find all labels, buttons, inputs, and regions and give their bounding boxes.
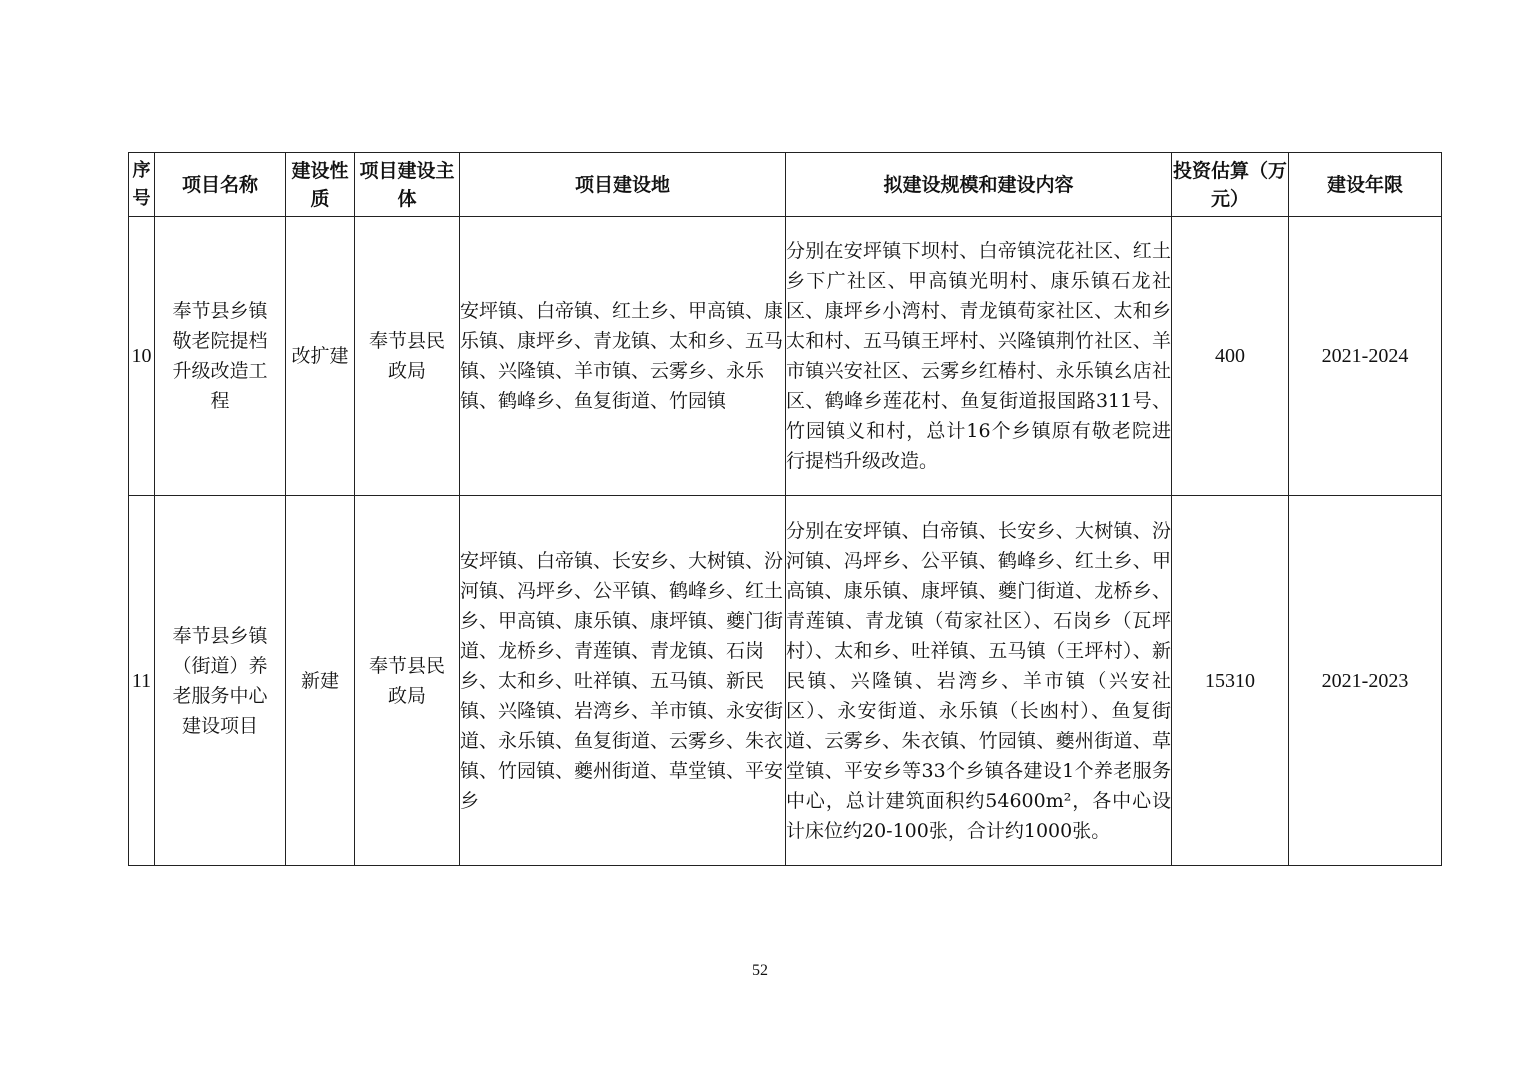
header-name: 项目名称	[155, 153, 286, 217]
row-content: 分别在安坪镇、白帝镇、长安乡、大树镇、汾河镇、冯坪乡、公平镇、鹤峰乡、红土乡、甲高镇、康乐镇、康坪镇、夔门街道、龙桥乡、青莲镇、青龙镇（荀家社区）、石岗乡（瓦坪村）、太和乡、吐祥镇、五马镇（王坪村）、新民镇、兴隆镇、岩湾乡、羊市镇（兴安社区）、永安街道、永乐镇（长凼村）、鱼复街道、云雾乡、朱衣镇、竹园镇、夔州街道、草堂镇、平安乡等33个乡镇各建设1个养老服务中心，总计建筑面积约54600m²，各中心设计床位约20-100张，合计约1000张。	[786, 496, 1172, 866]
project-table	[128, 152, 1442, 866]
row-nature: 改扩建	[286, 217, 355, 496]
row-name: 奉节县乡镇（街道）养老服务中心建设项目	[155, 496, 286, 866]
page-number: 52	[752, 962, 768, 979]
row-seq: 10	[129, 217, 155, 496]
row-investment: 400	[1172, 217, 1289, 496]
row-location: 安坪镇、白帝镇、长安乡、大树镇、汾河镇、冯坪乡、公平镇、鹤峰乡、红土乡、甲高镇、康乐镇、康坪镇、夔门街道、龙桥乡、青莲镇、青龙镇、石岗乡、太和乡、吐祥镇、五马镇、新民镇、兴隆镇、岩湾乡、羊市镇、永安街道、永乐镇、鱼复街道、云雾乡、朱衣镇、竹园镇、夔州街道、草堂镇、平安乡	[460, 496, 786, 866]
row-investment: 15310	[1172, 496, 1289, 866]
row-location: 安坪镇、白帝镇、红土乡、甲高镇、康乐镇、康坪乡、青龙镇、太和乡、五马镇、兴隆镇、羊市镇、云雾乡、永乐镇、鹤峰乡、鱼复街道、竹园镇	[460, 217, 786, 496]
row-name: 奉节县乡镇敬老院提档升级改造工程	[155, 217, 286, 496]
row-subject: 奉节县民政局	[355, 496, 460, 866]
table-header-row	[129, 153, 1442, 217]
table-row	[129, 496, 1442, 866]
row-period: 2021-2023	[1289, 496, 1442, 866]
header-subject: 项目建设主体	[355, 153, 460, 217]
row-content: 分别在安坪镇下坝村、白帝镇浣花社区、红土乡下广社区、甲高镇光明村、康乐镇石龙社区、康坪乡小湾村、青龙镇荀家社区、太和乡太和村、五马镇王坪村、兴隆镇荆竹社区、羊市镇兴安社区、云雾乡红椿村、永乐镇幺店社区、鹤峰乡莲花村、鱼复街道报国路311号、竹园镇义和村，总计16个乡镇原有敬老院进行提档升级改造。	[786, 217, 1172, 496]
header-seq: 序号	[129, 153, 155, 217]
row-nature: 新建	[286, 496, 355, 866]
header-content: 拟建设规模和建设内容	[786, 153, 1172, 217]
header-investment: 投资估算（万元）	[1172, 153, 1289, 217]
header-nature: 建设性质	[286, 153, 355, 217]
row-subject: 奉节县民政局	[355, 217, 460, 496]
row-period: 2021-2024	[1289, 217, 1442, 496]
row-seq: 11	[129, 496, 155, 866]
header-period: 建设年限	[1289, 153, 1442, 217]
header-location: 项目建设地	[460, 153, 786, 217]
table-row	[129, 217, 1442, 496]
